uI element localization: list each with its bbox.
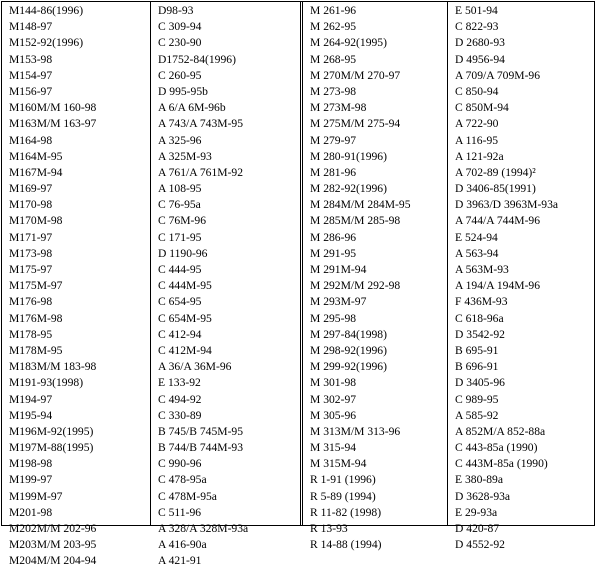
table-cell: M 305-96: [310, 408, 357, 422]
table-cell: A 328/A 328M-93a: [158, 522, 249, 535]
table-cell: M183M/M 183-98: [9, 360, 97, 374]
table-cell: D 3542-92: [455, 327, 505, 341]
table-cell: M175-97: [9, 263, 53, 276]
table-cell: R 11-82 (1998): [310, 505, 382, 519]
table-cell: M167M-94: [9, 165, 63, 179]
table-cell: C 494-92: [158, 392, 202, 406]
column-4-list: [448, 2, 594, 553]
table-cell: M 286-96: [310, 230, 357, 244]
table-cell: M153-98: [9, 52, 53, 66]
table-cell: A 585-92: [455, 408, 499, 422]
table-cell: M170-98: [9, 198, 53, 212]
table-cell: M171-97: [9, 230, 53, 244]
table-cell: C 76-95a: [158, 198, 201, 212]
table-cell: C 444-95: [158, 263, 202, 276]
table-cell: M203M/M 203-95: [9, 538, 97, 552]
table-cell: M 315-94: [310, 441, 357, 455]
table-cell: D98-93: [158, 4, 194, 17]
table-cell: M 273M-98: [310, 101, 367, 115]
table-cell: M 302-97: [310, 392, 357, 406]
table-cell: M196M-92(1995): [9, 424, 94, 438]
table-cell: C 989-95: [455, 392, 499, 406]
table-cell: B 696-91: [455, 360, 499, 374]
table-cell: A 709/A 709M-96: [455, 68, 541, 82]
table-cell: D 2680-93: [455, 36, 505, 50]
table-cell: M 270M/M 270-97: [310, 68, 401, 82]
table-cell: C 443-85a (1990): [455, 441, 538, 455]
table-cell: D 3406-85(1991): [455, 182, 536, 196]
table-cell: M 293M-97: [310, 295, 367, 309]
table-cell: B 744/B 744M-93: [158, 441, 244, 455]
table-cell: M201-98: [9, 505, 53, 519]
table-cell: M164-98: [9, 133, 53, 147]
table-cell: M198-98: [9, 457, 53, 471]
column-4: [448, 2, 594, 552]
table-cell: A 108-95: [158, 182, 202, 196]
table-cell: M 268-95: [310, 52, 357, 66]
column-1: [2, 2, 151, 568]
table-cell: M197M-88(1995): [9, 441, 94, 455]
table-cell: A 744/A 744M-96: [455, 214, 541, 228]
table-cell: A 416-90a: [158, 538, 207, 552]
table-cell: M 313M/M 313-96: [310, 424, 401, 438]
table-cell: A 743/A 743M-95: [158, 117, 244, 131]
table-cell: M156-97: [9, 84, 53, 98]
table-cell: C 850-94: [455, 84, 499, 98]
table-cell: A 116-95: [455, 133, 499, 147]
table-cell: C 443M-85a (1990): [455, 457, 548, 471]
table-cell: A 194/A 194M-96: [455, 279, 541, 293]
table-cell: M 295-98: [310, 311, 357, 325]
table-cell: M 282-92(1996): [310, 182, 387, 196]
table-cell: R 14-88 (1994): [310, 538, 382, 552]
table-cell: C 444M-95: [158, 279, 212, 293]
column-1-list: [2, 2, 150, 570]
table-cell: M 279-97: [310, 133, 357, 147]
standards-table: [1, 1, 595, 568]
table-cell: E 380-89a: [455, 473, 503, 487]
table-cell: M195-94: [9, 408, 53, 422]
table-cell: M 273-98: [310, 84, 357, 98]
table-cell: A 421-91: [158, 554, 202, 568]
table-cell: M152-92(1996): [9, 36, 84, 50]
table-cell: D 1190-96: [158, 246, 208, 260]
table-cell: D1752-84(1996): [158, 52, 236, 66]
table-cell: D 4956-94: [455, 52, 505, 66]
table-cell: B 695-91: [455, 343, 499, 357]
table-cell: M163M/M 163-97: [9, 117, 97, 131]
table-cell: M169-97: [9, 182, 53, 196]
table-cell: A 722-90: [455, 117, 499, 131]
column-3-list: [303, 2, 447, 553]
table-cell: M 281-96: [310, 165, 357, 179]
table-cell: M175M-97: [9, 279, 63, 293]
table-cell: A 6/A 6M-96b: [158, 101, 226, 115]
table-cell: M191-93(1998): [9, 376, 84, 390]
table-cell: B 745/B 745M-95: [158, 424, 244, 438]
table-cell: M164M-95: [9, 149, 63, 163]
table-cell: A 325-96: [158, 133, 202, 147]
table-cell: M 315M-94: [310, 457, 367, 471]
table-cell: M 262-95: [310, 20, 357, 34]
table-cell: C 412M-94: [158, 343, 212, 357]
table-cell: C 618-96a: [455, 311, 504, 325]
table-cell: C 330-89: [158, 408, 202, 422]
table-cell: A 852M/A 852-88a: [455, 424, 546, 438]
table-cell: M202M/M 202-96: [9, 522, 97, 535]
table-cell: M 280-91(1996): [310, 149, 387, 163]
table-cell: M176-98: [9, 295, 53, 309]
table-cell: C 230-90: [158, 36, 202, 50]
table-cell: C 412-94: [158, 327, 202, 341]
table-cell: R 5-89 (1994): [310, 489, 376, 503]
table-cell: D 3628-93a: [455, 489, 511, 503]
table-cell: C 478M-95a: [158, 489, 217, 503]
table-cell: M178-95: [9, 327, 53, 341]
table-cell: D 3963/D 3963M-93a: [455, 198, 559, 212]
table-cell: C 990-96: [158, 457, 202, 471]
table-cell: C 171-95: [158, 230, 202, 244]
table-cell: M173-98: [9, 246, 53, 260]
table-cell: R 13-93: [310, 522, 348, 535]
table-cell: C 654M-95: [158, 311, 212, 325]
table-cell: M 299-92(1996): [310, 360, 387, 374]
table-cell: M204M/M 204-94: [9, 554, 97, 568]
table-cell: M160M/M 160-98: [9, 101, 97, 115]
table-cell: M199-97: [9, 473, 53, 487]
table-cell: M 275M/M 275-94: [310, 117, 401, 131]
column-2: [151, 2, 303, 568]
table-cell: M 284M/M 284M-95: [310, 198, 411, 212]
column-2-list: [151, 2, 300, 570]
table-cell: C 478-95a: [158, 473, 207, 487]
table-cell: A 702-89 (1994)²: [455, 165, 536, 179]
table-cell: A 563M-93: [455, 263, 509, 276]
table-cell: M154-97: [9, 68, 53, 82]
table-cell: M 298-92(1996): [310, 343, 387, 357]
table-cell: R 1-91 (1996): [310, 473, 376, 487]
table-cell: A 36/A 36M-96: [158, 360, 232, 374]
table-cell: M144-86(1996): [9, 4, 84, 17]
table-cell: C 850M-94: [455, 101, 509, 115]
table-cell: C 654-95: [158, 295, 202, 309]
table-cell: A 761/A 761M-92: [158, 165, 244, 179]
table-cell: E 29-93a: [455, 505, 498, 519]
table-cell: C 822-93: [455, 20, 499, 34]
table-cell: D 420-87: [455, 522, 500, 535]
table-cell: M194-97: [9, 392, 53, 406]
table-grid: [2, 2, 594, 568]
table-cell: D 3405-96: [455, 376, 505, 390]
table-cell: M 292M/M 292-98: [310, 279, 401, 293]
table-cell: M 297-84(1998): [310, 327, 387, 341]
table-cell: M 291-95: [310, 246, 357, 260]
table-cell: D 4552-92: [455, 538, 505, 552]
table-cell: M 261-96: [310, 4, 357, 17]
table-cell: F 436M-93: [455, 295, 508, 309]
table-cell: M 285M/M 285-98: [310, 214, 401, 228]
table-cell: M 291M-94: [310, 263, 367, 276]
table-cell: M170M-98: [9, 214, 63, 228]
table-cell: C 76M-96: [158, 214, 206, 228]
table-cell: D 995-95b: [158, 84, 208, 98]
table-cell: C 511-96: [158, 505, 202, 519]
table-cell: M199M-97: [9, 489, 63, 503]
table-cell: A 325M-93: [158, 149, 212, 163]
table-cell: E 133-92: [158, 376, 201, 390]
table-cell: C 260-95: [158, 68, 202, 82]
table-cell: E 524-94: [455, 230, 498, 244]
table-cell: C 309-94: [158, 20, 202, 34]
table-cell: M 264-92(1995): [310, 36, 387, 50]
table-cell: M176M-98: [9, 311, 63, 325]
table-cell: A 563-94: [455, 246, 499, 260]
table-cell: M148-97: [9, 20, 53, 34]
table-cell: M 301-98: [310, 376, 357, 390]
column-3: [303, 2, 448, 552]
table-cell: E 501-94: [455, 4, 498, 17]
table-cell: A 121-92a: [455, 149, 504, 163]
table-cell: M178M-95: [9, 343, 63, 357]
